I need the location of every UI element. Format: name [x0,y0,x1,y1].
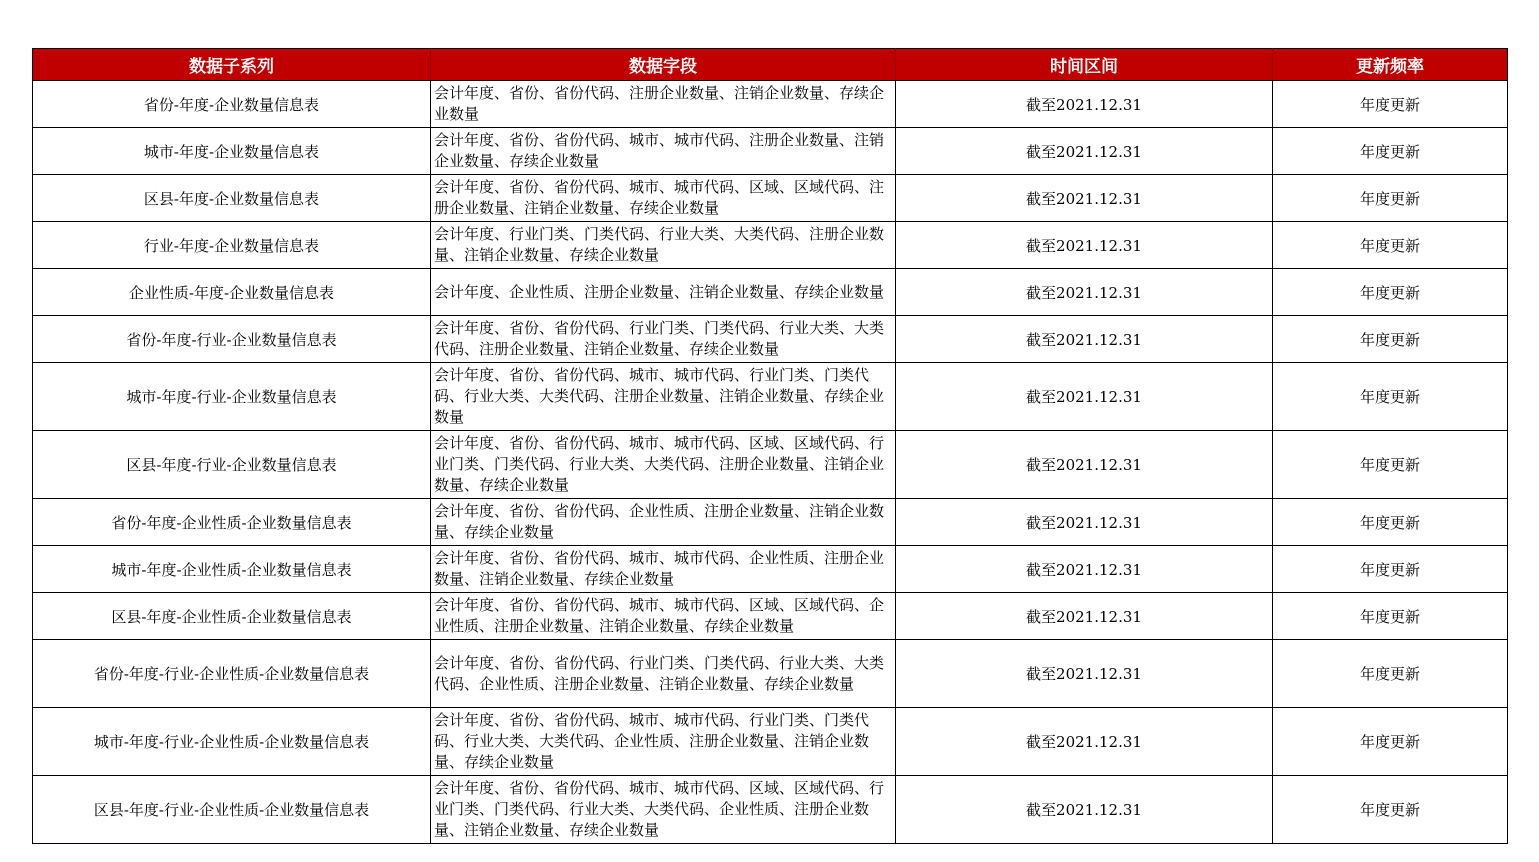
table-row [33,175,1508,222]
table-row [33,640,1508,708]
cell-period: 截至2021.12.31 [896,269,1273,316]
cell-frequency: 年度更新 [1273,776,1508,844]
cell-frequency: 年度更新 [1273,128,1508,175]
table-row [33,81,1508,128]
data-series-table-container [32,48,1507,844]
cell-series: 省份-年度-行业-企业数量信息表 [33,316,431,363]
cell-frequency: 年度更新 [1273,316,1508,363]
cell-fields: 会计年度、企业性质、注册企业数量、注销企业数量、存续企业数量 [431,269,896,316]
cell-frequency: 年度更新 [1273,81,1508,128]
cell-frequency: 年度更新 [1273,175,1508,222]
table-header-row [33,49,1508,81]
table-row [33,593,1508,640]
cell-period: 截至2021.12.31 [896,776,1273,844]
cell-period: 截至2021.12.31 [896,81,1273,128]
cell-frequency: 年度更新 [1273,222,1508,269]
table-row [33,128,1508,175]
table-row [33,431,1508,499]
table-row [33,363,1508,431]
table-row [33,499,1508,546]
cell-frequency: 年度更新 [1273,269,1508,316]
cell-fields: 会计年度、省份、省份代码、城市、城市代码、区域、区域代码、行业门类、门类代码、行业大类、大类代码、注册企业数量、注销企业数量、存续企业数量 [431,431,896,499]
cell-fields: 会计年度、行业门类、门类代码、行业大类、大类代码、注册企业数量、注销企业数量、存续企业数量 [431,222,896,269]
cell-frequency: 年度更新 [1273,363,1508,431]
cell-fields: 会计年度、省份、省份代码、城市、城市代码、区域、区域代码、行业门类、门类代码、行业大类、大类代码、企业性质、注册企业数量、注销企业数量、存续企业数量 [431,776,896,844]
cell-fields: 会计年度、省份、省份代码、城市、城市代码、区域、区域代码、企业性质、注册企业数量、注销企业数量、存续企业数量 [431,593,896,640]
cell-fields: 会计年度、省份、省份代码、企业性质、注册企业数量、注销企业数量、存续企业数量 [431,499,896,546]
cell-frequency: 年度更新 [1273,499,1508,546]
cell-frequency: 年度更新 [1273,431,1508,499]
header-series: 数据子系列 [33,49,431,81]
cell-frequency: 年度更新 [1273,708,1508,776]
cell-fields: 会计年度、省份、省份代码、注册企业数量、注销企业数量、存续企业数量 [431,81,896,128]
cell-series: 企业性质-年度-企业数量信息表 [33,269,431,316]
cell-period: 截至2021.12.31 [896,363,1273,431]
cell-period: 截至2021.12.31 [896,222,1273,269]
header-frequency: 更新频率 [1273,49,1508,81]
cell-period: 截至2021.12.31 [896,175,1273,222]
cell-series: 区县-年度-行业-企业性质-企业数量信息表 [33,776,431,844]
cell-fields: 会计年度、省份、省份代码、城市、城市代码、企业性质、注册企业数量、注销企业数量、存续企业数量 [431,546,896,593]
cell-fields: 会计年度、省份、省份代码、城市、城市代码、行业门类、门类代码、行业大类、大类代码、企业性质、注册企业数量、注销企业数量、存续企业数量 [431,708,896,776]
table-row [33,269,1508,316]
cell-frequency: 年度更新 [1273,593,1508,640]
cell-period: 截至2021.12.31 [896,499,1273,546]
cell-fields: 会计年度、省份、省份代码、行业门类、门类代码、行业大类、大类代码、注册企业数量、注销企业数量、存续企业数量 [431,316,896,363]
cell-frequency: 年度更新 [1273,640,1508,708]
cell-series: 行业-年度-企业数量信息表 [33,222,431,269]
table-row [33,708,1508,776]
cell-series: 区县-年度-行业-企业数量信息表 [33,431,431,499]
cell-fields: 会计年度、省份、省份代码、城市、城市代码、行业门类、门类代码、行业大类、大类代码、注册企业数量、注销企业数量、存续企业数量 [431,363,896,431]
table-row [33,546,1508,593]
cell-series: 城市-年度-行业-企业数量信息表 [33,363,431,431]
cell-period: 截至2021.12.31 [896,546,1273,593]
data-series-table [32,48,1508,844]
table-row [33,776,1508,844]
cell-period: 截至2021.12.31 [896,593,1273,640]
header-fields: 数据字段 [431,49,896,81]
cell-period: 截至2021.12.31 [896,128,1273,175]
table-row [33,316,1508,363]
cell-series: 省份-年度-企业性质-企业数量信息表 [33,499,431,546]
cell-frequency: 年度更新 [1273,546,1508,593]
cell-series: 区县-年度-企业数量信息表 [33,175,431,222]
cell-series: 省份-年度-企业数量信息表 [33,81,431,128]
cell-period: 截至2021.12.31 [896,316,1273,363]
cell-series: 城市-年度-行业-企业性质-企业数量信息表 [33,708,431,776]
cell-period: 截至2021.12.31 [896,431,1273,499]
cell-fields: 会计年度、省份、省份代码、城市、城市代码、区域、区域代码、注册企业数量、注销企业数量、存续企业数量 [431,175,896,222]
cell-series: 城市-年度-企业性质-企业数量信息表 [33,546,431,593]
cell-period: 截至2021.12.31 [896,640,1273,708]
table-row [33,222,1508,269]
header-period: 时间区间 [896,49,1273,81]
cell-series: 城市-年度-企业数量信息表 [33,128,431,175]
cell-period: 截至2021.12.31 [896,708,1273,776]
cell-series: 区县-年度-企业性质-企业数量信息表 [33,593,431,640]
cell-fields: 会计年度、省份、省份代码、城市、城市代码、注册企业数量、注销企业数量、存续企业数量 [431,128,896,175]
cell-series: 省份-年度-行业-企业性质-企业数量信息表 [33,640,431,708]
cell-fields: 会计年度、省份、省份代码、行业门类、门类代码、行业大类、大类代码、企业性质、注册企业数量、注销企业数量、存续企业数量 [431,640,896,708]
